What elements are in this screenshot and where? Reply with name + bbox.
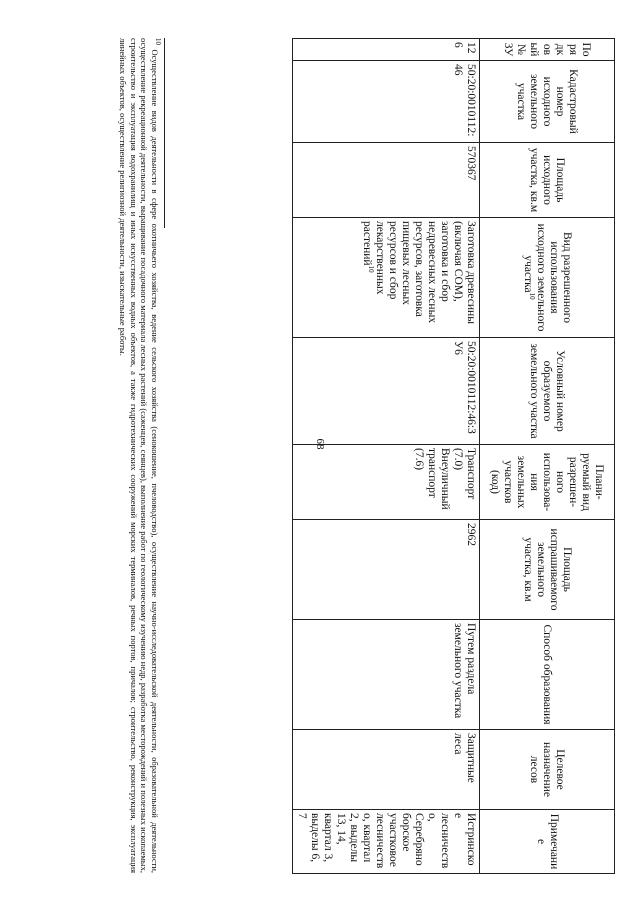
cell-permitted-use: Заготовка древесины (включая СОМ), заготовка и сбор недревесных лесных ресурсов, заготовка пищевых лесных ресурсов и сбор лекарственных растений$^{10}$ xyxy=(293,218,480,338)
footnote-ref: 10 xyxy=(366,265,375,273)
header-conditional-number: Условный номер образуемого земельного участка xyxy=(480,338,615,445)
cell-note: Истринское лесничество, Серебряноборское участковое лесничество, квартал 2, выделы 13, 14, квартал 3, выделы 6, 7 xyxy=(293,810,480,874)
land-plots-table xyxy=(292,38,615,874)
header-cadastral-number: Кадастровый номер исходного земельного участка xyxy=(480,61,615,143)
cell-cadastral-number: 50:20:0010112:46 xyxy=(293,61,480,143)
header-formation-method: Способ образования xyxy=(480,620,615,730)
header-source-area: Площадь исходного участка, кв.м xyxy=(480,143,615,218)
table-header-row xyxy=(480,39,615,874)
cell-forest-purpose: Защитные леса xyxy=(293,730,480,810)
rotated-page-content xyxy=(5,38,615,873)
cell-source-area: 570367 xyxy=(293,143,480,218)
table-row xyxy=(293,39,480,874)
header-note: Примечание xyxy=(480,810,615,874)
header-forest-purpose: Целевое назначение лесов xyxy=(480,730,615,810)
footnote xyxy=(118,38,160,873)
footnote-ref: 10 xyxy=(527,292,536,300)
footnote-divider xyxy=(164,38,165,228)
cell-formation-method: Путем раздела земельного участка xyxy=(293,620,480,730)
header-planned-use: Плани-руемый вид разрешен-ного использова-ния земельных участков (код) xyxy=(480,445,615,520)
header-requested-area: Площадь испрашиваемого земельного участка, кв.м xyxy=(480,520,615,620)
footnote-mark: 10 xyxy=(153,38,162,45)
page-number: 68 xyxy=(314,438,326,450)
footnote-text: Осуществление видов деятельности в сфере охотничьего хозяйства, ведение сельского хозяйства (сенокошение, пчеловодство), осуществление научно-исследовательской деятельности, образовательной деятельности, осуществление рекреационной деятельности, выращивание посадочного материала лесных растений (саженцев, сеянцев), выполнение работ по геологическому изучению недр, разработка месторождений и полезных ископаемых, строительство и эксплуатация водохранилищ и иных искусственных водных объектов, а также гидротехнических сооружений морских терминалов, речных портов, причалов; строительство, реконструкция, эксплуатация линейных объектов, осуществление религиозной деятельности, изыскательные работы. xyxy=(118,38,160,873)
cell-conditional-number: 50:20:0010112:46:ЗУ6 xyxy=(293,338,480,445)
header-permitted-use: Вид разрешенного использования исходного земельного участка$^{10}$ xyxy=(480,218,615,338)
cell-planned-use: Транспорт (7.0) Внеуличный транспорт (7.6) xyxy=(293,445,480,520)
header-number: Порядковый № ЗУ xyxy=(480,39,615,61)
cell-requested-area: 2962 xyxy=(293,520,480,620)
cell-number: 126 xyxy=(293,39,480,61)
